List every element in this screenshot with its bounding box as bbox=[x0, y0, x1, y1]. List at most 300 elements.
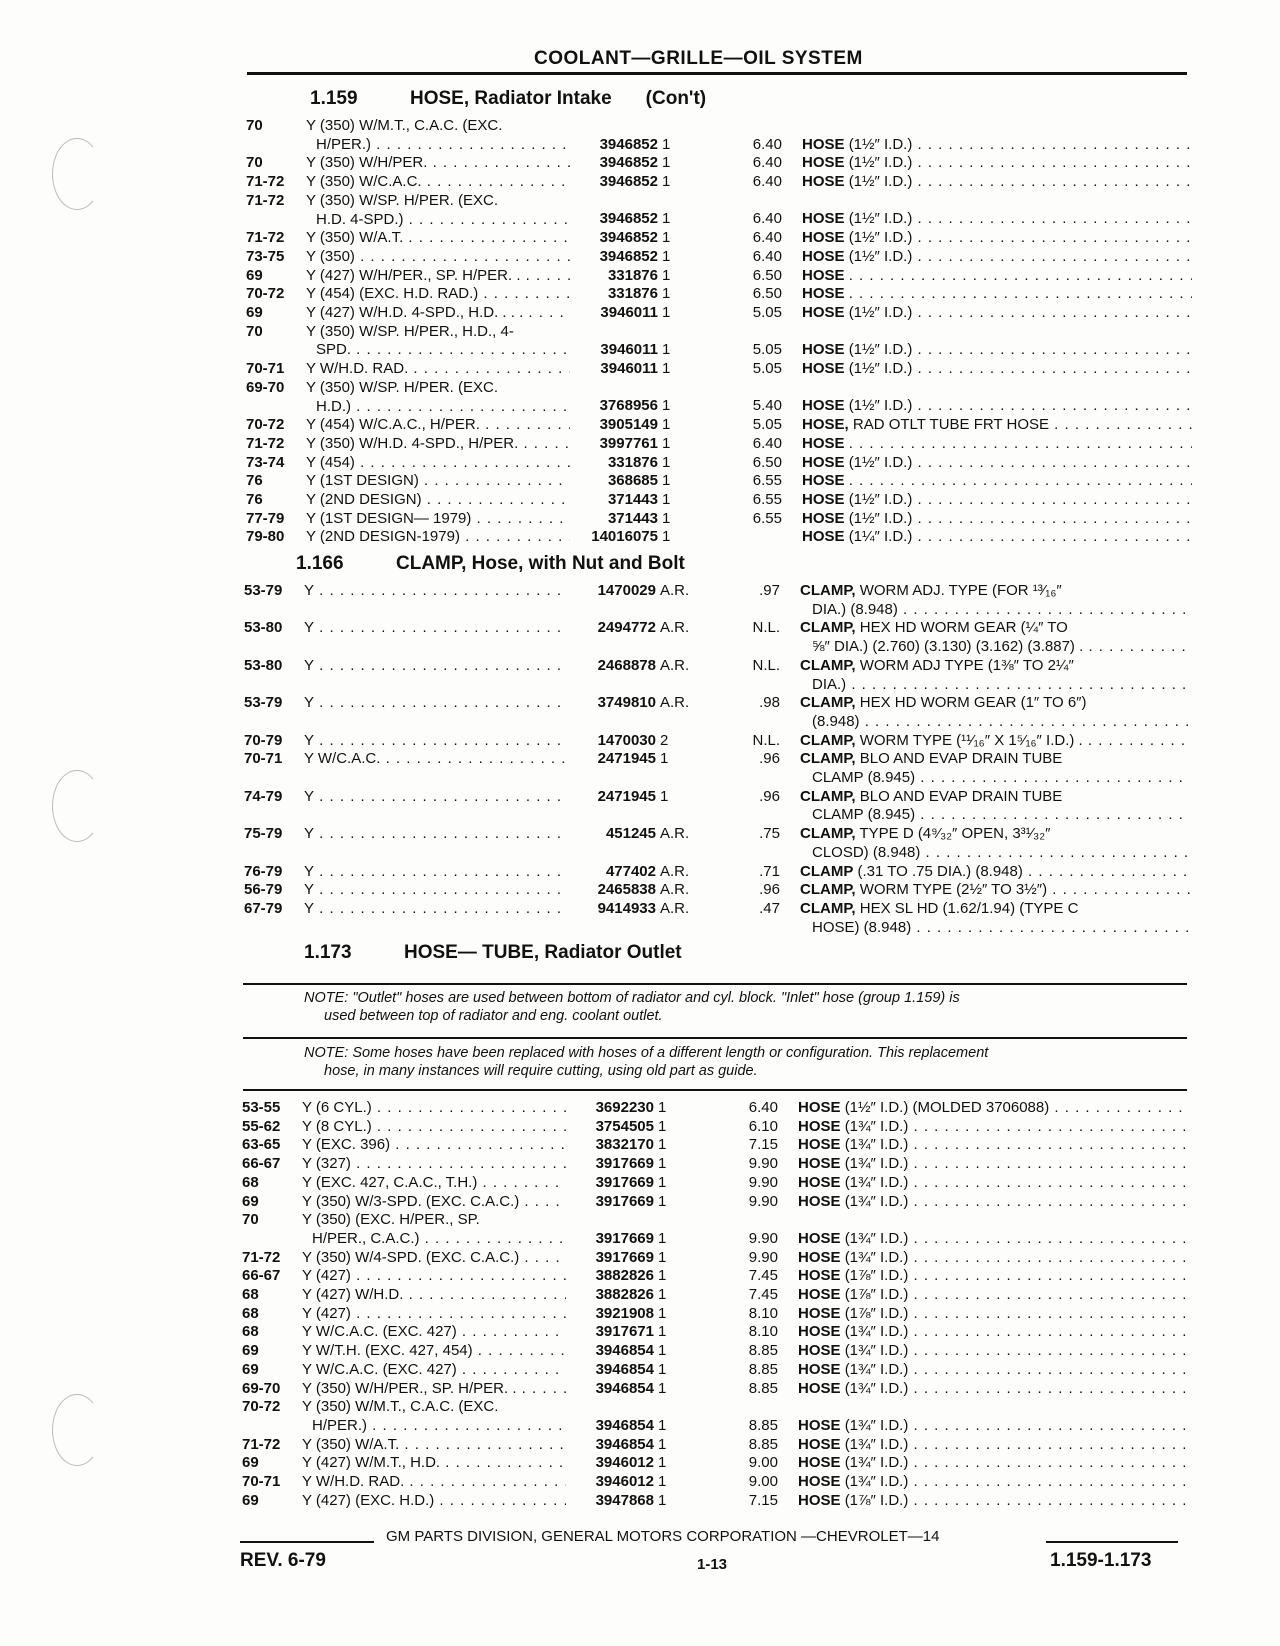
application-text: Y . . . bbox=[304, 881, 568, 898]
part-spec: (1⅞″ I.D.) bbox=[844, 1267, 909, 1285]
price: N.L. bbox=[752, 731, 780, 749]
application-description bbox=[306, 248, 570, 267]
table-row bbox=[242, 1454, 1188, 1473]
binder-hole bbox=[52, 1394, 102, 1466]
part-name: HOSE bbox=[802, 173, 845, 191]
price: 6.50 bbox=[752, 285, 782, 303]
part-description-line bbox=[798, 1136, 1188, 1153]
section-title bbox=[310, 88, 706, 110]
application-description bbox=[302, 1380, 566, 1399]
part-name: HOSE bbox=[798, 1286, 841, 1303]
part-number: 3917669 bbox=[595, 1173, 654, 1191]
part-number: 3946854 bbox=[595, 1360, 654, 1378]
model-years: 53-80 bbox=[244, 619, 283, 637]
application-text: Y (350) W/SP. H/PER. (EXC. bbox=[306, 378, 499, 396]
table-row bbox=[246, 491, 1192, 510]
price: .47 bbox=[759, 899, 780, 917]
part-spec: WORM ADJ TYPE (1⅜″ TO 2¼″ bbox=[859, 656, 1074, 674]
application-text: Y (327) . . . bbox=[302, 1155, 566, 1172]
part-description-line bbox=[800, 582, 1062, 599]
binder-hole bbox=[52, 138, 102, 210]
part-description-line bbox=[802, 285, 1192, 302]
part-number: 3946854 bbox=[595, 1342, 654, 1360]
application-description bbox=[304, 750, 568, 769]
part-name: HOSE bbox=[798, 1248, 841, 1266]
section-number: 1.166 bbox=[296, 553, 344, 574]
part-number: 3749810 bbox=[597, 694, 656, 712]
application-description bbox=[302, 1211, 566, 1248]
part-number: 3917669 bbox=[595, 1192, 654, 1210]
part-name: HOSE bbox=[798, 1267, 841, 1285]
part-name: CLAMP, bbox=[800, 619, 856, 637]
note-rule bbox=[243, 1089, 1187, 1091]
part-number: 3946852 bbox=[599, 154, 658, 172]
table-row bbox=[242, 1118, 1188, 1137]
application-description bbox=[306, 323, 570, 360]
quantity: 1 bbox=[658, 1192, 667, 1210]
footer-rule bbox=[1046, 1541, 1178, 1543]
application-text: Y (454) . . . bbox=[306, 454, 570, 471]
part-description-line bbox=[800, 694, 1087, 711]
part-description bbox=[800, 582, 1190, 619]
quantity: 1 bbox=[662, 135, 671, 153]
part-spec: (1¾″ I.D.) bbox=[844, 1192, 909, 1210]
application-text: Y (350) W/H/PER. . . . bbox=[306, 154, 570, 171]
price: 9.00 bbox=[748, 1454, 778, 1472]
table-row bbox=[242, 1193, 1188, 1212]
part-name: HOSE bbox=[802, 304, 845, 321]
model-years: 77-79 bbox=[246, 509, 285, 527]
part-spec: (1¾″ I.D.) bbox=[844, 1155, 909, 1173]
application-text: Y (EXC. 427, C.A.C., T.H.) . . . bbox=[302, 1174, 566, 1191]
model-years: 74-79 bbox=[244, 787, 283, 805]
table-row bbox=[242, 1099, 1188, 1118]
part-spec: (1½″ I.D.) bbox=[848, 210, 913, 228]
part-description-line bbox=[800, 732, 1190, 749]
part-description bbox=[802, 154, 1192, 173]
model-years: 66-67 bbox=[242, 1267, 281, 1285]
part-number: 3946011 bbox=[600, 304, 658, 321]
application-text: Y (454) W/C.A.C., H/PER. . . . bbox=[306, 416, 570, 433]
model-years: 76 bbox=[246, 472, 263, 490]
section-title bbox=[296, 553, 685, 575]
price: .96 bbox=[759, 881, 780, 899]
note bbox=[304, 1044, 1184, 1080]
table-row bbox=[242, 1436, 1188, 1455]
part-number: 371443 bbox=[607, 491, 658, 508]
table-row bbox=[244, 788, 1190, 825]
part-description bbox=[802, 248, 1192, 267]
table-row bbox=[246, 435, 1192, 454]
application-text: Y (2ND DESIGN) . . . bbox=[306, 491, 570, 508]
price: 5.05 bbox=[752, 416, 782, 434]
part-name: HOSE bbox=[802, 285, 845, 303]
model-years: 70-71 bbox=[246, 360, 285, 378]
part-description-line bbox=[802, 210, 1192, 227]
part-name: CLAMP, bbox=[800, 787, 856, 805]
application-description bbox=[302, 1193, 566, 1212]
quantity: A.R. bbox=[660, 862, 690, 880]
part-description-line bbox=[798, 1286, 1188, 1303]
quantity: 2 bbox=[660, 731, 669, 749]
part-name: HOSE bbox=[802, 210, 845, 228]
application-description bbox=[306, 304, 570, 323]
model-years: 68 bbox=[242, 1173, 259, 1191]
price: 9.90 bbox=[748, 1229, 778, 1247]
application-description bbox=[304, 825, 568, 844]
model-years: 71-72 bbox=[246, 173, 285, 191]
part-spec: (1⅞″ I.D.) bbox=[844, 1491, 909, 1509]
model-years: 70-79 bbox=[244, 731, 283, 749]
part-number: 451245 bbox=[605, 825, 656, 843]
application-text: Y (350) W/3-SPD. (EXC. C.A.C.) . . . bbox=[302, 1193, 566, 1210]
table-row bbox=[242, 1249, 1188, 1268]
application-description bbox=[304, 863, 568, 882]
application-text: Y (350) W/A.T. . . . bbox=[302, 1436, 566, 1453]
application-text: Y . . . bbox=[304, 788, 568, 805]
price: 6.40 bbox=[752, 154, 782, 172]
part-description-line bbox=[798, 1174, 1188, 1191]
model-years: 69 bbox=[242, 1342, 259, 1360]
part-number: 3997761 bbox=[599, 434, 658, 452]
price: 7.45 bbox=[748, 1286, 778, 1303]
quantity: A.R. bbox=[660, 899, 690, 917]
table-row bbox=[244, 900, 1190, 937]
part-spec: BLO AND EVAP DRAIN TUBE bbox=[859, 750, 1063, 768]
part-spec: (1¾″ I.D.) bbox=[844, 1435, 909, 1453]
part-spec: (1½″ I.D.) bbox=[848, 154, 913, 172]
application-text: H/PER.) . . . bbox=[306, 136, 570, 155]
part-description bbox=[802, 510, 1192, 529]
part-description bbox=[802, 416, 1192, 435]
quantity: A.R. bbox=[660, 619, 690, 637]
part-description-line bbox=[802, 229, 1192, 246]
part-number: 3946852 bbox=[599, 210, 658, 228]
model-years: 73-74 bbox=[246, 453, 285, 471]
application-description bbox=[304, 582, 568, 601]
table-row bbox=[242, 1211, 1188, 1248]
part-spec: (1½″ I.D.) bbox=[848, 509, 913, 527]
part-name: CLAMP, bbox=[800, 656, 856, 674]
price: N.L. bbox=[752, 619, 780, 637]
application-description bbox=[306, 454, 570, 473]
application-description bbox=[302, 1136, 566, 1155]
part-name: HOSE, bbox=[802, 416, 849, 434]
application-description bbox=[302, 1249, 566, 1268]
price: 9.90 bbox=[748, 1248, 778, 1266]
model-years: 76-79 bbox=[244, 862, 283, 880]
application-text: Y (350) . . . bbox=[306, 248, 570, 265]
part-description bbox=[802, 136, 1192, 155]
application-text: Y (427) . . . bbox=[302, 1305, 566, 1322]
quantity: 1 bbox=[658, 1304, 667, 1322]
part-description-line bbox=[800, 863, 1190, 880]
part-number: 3882826 bbox=[595, 1286, 654, 1303]
page-title: COOLANT—GRILLE—OIL SYSTEM bbox=[534, 48, 863, 69]
part-description-line bbox=[802, 248, 1192, 265]
part-description-line bbox=[802, 528, 1192, 545]
part-description-line bbox=[802, 435, 1192, 452]
price: 6.40 bbox=[748, 1099, 778, 1116]
part-description bbox=[802, 285, 1192, 304]
table-row bbox=[242, 1174, 1188, 1193]
application-text: Y W/T.H. (EXC. 427, 454) . . . bbox=[302, 1342, 566, 1359]
table-row bbox=[244, 657, 1190, 694]
quantity: 1 bbox=[662, 154, 671, 172]
part-description bbox=[800, 900, 1190, 937]
part-description-line: HOSE) (8.948) . . . bbox=[800, 919, 1190, 938]
part-name: CLAMP, bbox=[800, 881, 856, 899]
part-number: 3921908 bbox=[595, 1304, 654, 1322]
part-description bbox=[798, 1249, 1188, 1268]
part-name: CLAMP, bbox=[800, 899, 856, 917]
part-spec: (1¾″ I.D.) bbox=[844, 1173, 909, 1191]
application-description bbox=[302, 1267, 566, 1286]
model-years: 69 bbox=[242, 1192, 259, 1210]
part-description bbox=[798, 1380, 1188, 1399]
application-description bbox=[302, 1454, 566, 1473]
table-row bbox=[244, 750, 1190, 787]
part-number: 3946854 bbox=[595, 1379, 654, 1397]
part-spec: (1⅞″ I.D.) bbox=[844, 1304, 909, 1322]
application-text: Y . . . bbox=[304, 694, 568, 711]
price: 5.05 bbox=[752, 360, 782, 378]
table-row bbox=[244, 694, 1190, 731]
part-number: 3754505 bbox=[595, 1117, 654, 1135]
part-description bbox=[798, 1492, 1188, 1511]
section-heading: HOSE— TUBE, Radiator Outlet bbox=[404, 942, 682, 963]
table-row bbox=[246, 304, 1192, 323]
table-row bbox=[244, 732, 1190, 751]
part-description-line bbox=[798, 1193, 1188, 1210]
application-text: Y (8 CYL.) . . . bbox=[302, 1118, 566, 1135]
part-description-line bbox=[802, 341, 1192, 358]
part-number: 3946854 bbox=[595, 1435, 654, 1453]
part-description bbox=[802, 304, 1192, 323]
application-text: Y W/H.D. RAD. . . . bbox=[302, 1473, 566, 1490]
part-description-line bbox=[798, 1118, 1188, 1135]
part-name: CLAMP, bbox=[800, 750, 856, 768]
model-years: 70 bbox=[246, 322, 263, 340]
application-description bbox=[306, 173, 570, 192]
model-years: 71-72 bbox=[246, 191, 285, 209]
price: 6.55 bbox=[752, 509, 782, 527]
quantity: 1 bbox=[662, 173, 671, 191]
application-description bbox=[302, 1436, 566, 1455]
model-years: 68 bbox=[242, 1304, 259, 1322]
part-number: 3917671 bbox=[595, 1323, 654, 1341]
part-number: 3947868 bbox=[595, 1491, 654, 1509]
part-name: HOSE bbox=[802, 154, 845, 172]
quantity: 1 bbox=[662, 229, 671, 247]
part-description-line bbox=[798, 1454, 1188, 1471]
part-name: CLAMP, bbox=[800, 582, 856, 599]
application-text: H.D.) . . . bbox=[306, 398, 570, 417]
part-description bbox=[798, 1155, 1188, 1174]
part-description bbox=[800, 619, 1190, 656]
application-description bbox=[304, 881, 568, 900]
part-spec: (1¾″ I.D.) bbox=[844, 1229, 909, 1247]
application-description bbox=[302, 1174, 566, 1193]
part-spec: RAD OTLT TUBE FRT HOSE bbox=[852, 416, 1050, 434]
part-number: 371443 bbox=[607, 509, 658, 527]
part-number: 9414933 bbox=[597, 899, 656, 917]
price: 9.90 bbox=[748, 1155, 778, 1173]
quantity: 1 bbox=[658, 1416, 667, 1434]
application-description bbox=[302, 1473, 566, 1492]
part-description bbox=[798, 1454, 1188, 1473]
part-description bbox=[802, 454, 1192, 473]
part-spec: (1¾″ I.D.) bbox=[844, 1342, 909, 1360]
part-description bbox=[798, 1174, 1188, 1193]
model-years: 70-72 bbox=[242, 1398, 281, 1416]
quantity: 1 bbox=[658, 1173, 667, 1191]
part-description-line bbox=[800, 788, 1062, 805]
part-spec: (1¾″ I.D.) bbox=[844, 1136, 909, 1154]
quantity: 1 bbox=[662, 247, 671, 265]
part-number: 368685 bbox=[607, 472, 658, 490]
part-name: HOSE bbox=[798, 1155, 841, 1173]
part-name: HOSE bbox=[798, 1192, 841, 1210]
application-description bbox=[306, 379, 570, 416]
part-number: 1470030 bbox=[597, 731, 656, 749]
application-description bbox=[304, 694, 568, 713]
application-text: Y (1ST DESIGN) . . . bbox=[306, 472, 570, 489]
model-years: 71-72 bbox=[242, 1248, 281, 1266]
part-name: HOSE bbox=[802, 472, 845, 490]
model-years: 70-71 bbox=[242, 1473, 281, 1490]
part-description-line bbox=[802, 472, 1192, 489]
part-description-line bbox=[802, 304, 1192, 321]
quantity: 1 bbox=[658, 1323, 667, 1341]
quantity: A.R. bbox=[660, 825, 690, 843]
quantity: 1 bbox=[662, 397, 671, 415]
note-line: hose, in many instances will require cutting, using old part as guide. bbox=[324, 1063, 758, 1079]
quantity: 1 bbox=[658, 1491, 667, 1509]
part-name: HOSE bbox=[802, 491, 845, 508]
part-spec: WORM TYPE (2½″ TO 3½″) bbox=[859, 881, 1048, 899]
part-number: 3946852 bbox=[599, 247, 658, 265]
application-text: Y (350) (EXC. H/PER., SP. bbox=[302, 1211, 480, 1229]
table-row bbox=[246, 192, 1192, 229]
part-spec: (1½″ I.D.) bbox=[848, 247, 913, 265]
table-row bbox=[242, 1305, 1188, 1324]
quantity: 1 bbox=[662, 285, 671, 303]
part-spec: (1½″ I.D.) bbox=[848, 397, 913, 415]
application-text: H/PER., C.A.C.) . . . bbox=[302, 1230, 566, 1249]
part-description-line: DIA.) . . . bbox=[800, 676, 1190, 695]
price: 8.10 bbox=[748, 1323, 778, 1341]
quantity: 1 bbox=[658, 1286, 667, 1303]
part-number: 3946012 bbox=[595, 1454, 654, 1472]
part-name: HOSE bbox=[802, 247, 845, 265]
quantity: 1 bbox=[658, 1267, 667, 1285]
price: .98 bbox=[759, 694, 780, 712]
note-line: used between top of radiator and eng. coolant outlet. bbox=[324, 1008, 663, 1024]
price: 8.85 bbox=[748, 1342, 778, 1360]
part-spec: (1½″ I.D.) bbox=[848, 341, 913, 359]
part-description-line bbox=[800, 825, 1050, 842]
application-text: Y (350) W/4-SPD. (EXC. C.A.C.) . . . bbox=[302, 1249, 566, 1266]
part-description-line bbox=[798, 1249, 1188, 1266]
part-description-line bbox=[798, 1342, 1188, 1359]
part-description bbox=[802, 210, 1192, 229]
part-number: 3832170 bbox=[595, 1136, 654, 1154]
model-years: 73-75 bbox=[246, 247, 285, 265]
part-name: HOSE bbox=[798, 1173, 841, 1191]
quantity: 1 bbox=[658, 1473, 667, 1490]
price: 7.15 bbox=[748, 1491, 778, 1509]
application-text: H/PER.) . . . bbox=[302, 1417, 566, 1436]
table-row bbox=[246, 416, 1192, 435]
application-text: Y (EXC. 396) . . . bbox=[302, 1136, 566, 1153]
part-spec: (1½″ I.D.) bbox=[848, 173, 913, 191]
part-description-line bbox=[798, 1230, 1188, 1247]
part-name: HOSE bbox=[798, 1136, 841, 1154]
quantity: 1 bbox=[658, 1454, 667, 1472]
application-text: Y W/C.A.C. (EXC. 427) . . . bbox=[302, 1361, 566, 1378]
part-number: 3917669 bbox=[595, 1155, 654, 1173]
price: 7.45 bbox=[748, 1267, 778, 1285]
part-name: HOSE bbox=[798, 1304, 841, 1322]
table-row bbox=[244, 582, 1190, 619]
note-line: NOTE: "Outlet" hoses are used between bottom of radiator and cyl. block. "Inlet" hose (group 1.159) is bbox=[304, 990, 960, 1006]
application-text: Y (350) W/M.T., C.A.C. (EXC. bbox=[306, 117, 503, 134]
application-description bbox=[306, 267, 570, 286]
application-text: Y (427) W/M.T., H.D. . . . bbox=[302, 1454, 566, 1471]
part-name: HOSE bbox=[802, 341, 845, 359]
table-row bbox=[246, 510, 1192, 529]
quantity: 1 bbox=[658, 1136, 667, 1154]
application-text: Y (427) (EXC. H.D.) . . . bbox=[302, 1492, 566, 1509]
part-description-line bbox=[802, 454, 1192, 471]
part-spec: HEX HD WORM GEAR (¼″ TO bbox=[859, 619, 1068, 637]
application-text: Y (350) W/M.T., C.A.C. (EXC. bbox=[302, 1398, 499, 1416]
part-description-line: DIA.) (8.948) . . . bbox=[800, 601, 1190, 620]
note-line: NOTE: Some hoses have been replaced with hoses of a different length or configuration. This replacement bbox=[304, 1045, 989, 1061]
part-spec: (1½″ I.D.) bbox=[848, 135, 913, 153]
model-years: 71-72 bbox=[246, 229, 285, 247]
application-description bbox=[302, 1305, 566, 1324]
part-name: HOSE bbox=[798, 1229, 841, 1247]
part-description-line: CLOSD) (8.948) . . . bbox=[800, 844, 1190, 863]
part-description bbox=[798, 1286, 1188, 1305]
part-number: 3768956 bbox=[599, 397, 658, 415]
part-description bbox=[800, 657, 1190, 694]
note-rule bbox=[243, 983, 1187, 985]
model-years: 69 bbox=[242, 1454, 259, 1472]
part-spec: (1¾″ I.D.) bbox=[844, 1416, 909, 1434]
part-name: HOSE bbox=[798, 1491, 841, 1509]
part-name: HOSE bbox=[802, 229, 845, 247]
part-name: HOSE bbox=[802, 509, 845, 527]
model-years: 70-71 bbox=[244, 750, 283, 768]
application-text: Y (350) W/A.T. . . . bbox=[306, 229, 570, 246]
part-spec: (1¾″ I.D.) bbox=[844, 1248, 909, 1266]
part-description bbox=[798, 1118, 1188, 1137]
model-years: 69 bbox=[242, 1491, 259, 1509]
part-description bbox=[802, 528, 1192, 547]
model-years: 68 bbox=[242, 1323, 259, 1341]
part-number: 3917669 bbox=[595, 1248, 654, 1266]
part-description-line bbox=[802, 510, 1192, 527]
part-spec: (1½″ I.D.) (MOLDED 3706088) bbox=[844, 1099, 1050, 1116]
model-years: 75-79 bbox=[244, 825, 283, 843]
part-spec: HEX SL HD (1.62/1.94) (TYPE C bbox=[859, 899, 1079, 917]
application-text: Y . . . bbox=[304, 582, 568, 599]
quantity: 1 bbox=[662, 472, 671, 490]
application-description bbox=[306, 117, 570, 154]
